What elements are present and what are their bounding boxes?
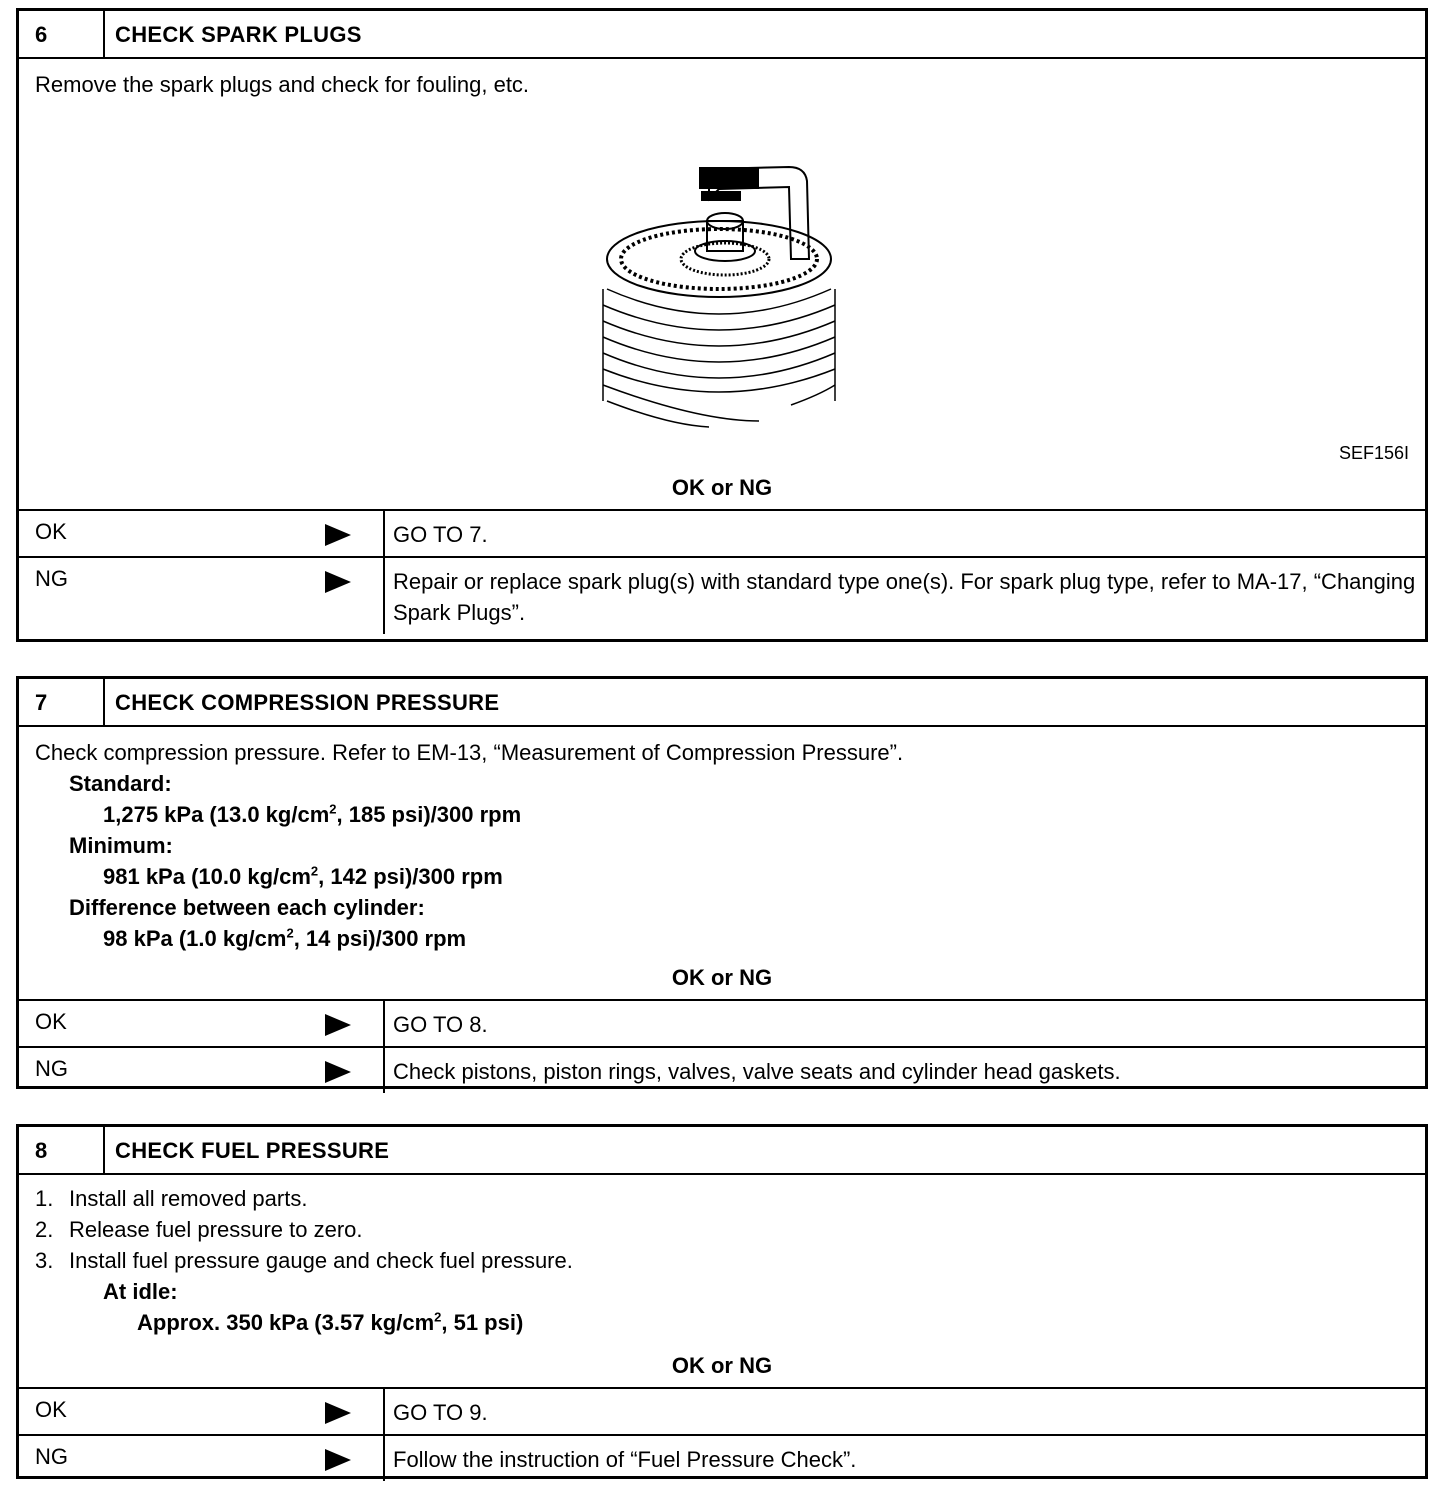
figure-code: SEF156I bbox=[1338, 443, 1409, 463]
arrow-icon bbox=[325, 1449, 351, 1471]
spec-value: 981 kPa (10.0 $kg/cm^2$, 142 psi)/300 rpm bbox=[103, 863, 503, 889]
ok-ng-label: OK or NG bbox=[671, 475, 773, 500]
step-item: 1. Install all removed parts. bbox=[35, 1186, 308, 1211]
arrow-icon bbox=[325, 1061, 351, 1083]
arrow-icon bbox=[325, 524, 351, 546]
step-number: 7 bbox=[19, 679, 105, 725]
spec-label: Minimum: bbox=[69, 833, 173, 858]
result-label: NG bbox=[35, 566, 68, 591]
step-number: 6 bbox=[19, 11, 105, 57]
step-item: 2. Release fuel pressure to zero. bbox=[35, 1217, 363, 1242]
step-number: 8 bbox=[19, 1127, 105, 1173]
result-label: OK bbox=[35, 519, 67, 544]
section-8 bbox=[16, 1124, 1428, 1479]
spark-plug-illustration bbox=[579, 109, 859, 429]
spec-label: Difference between each cylinder: bbox=[69, 895, 425, 920]
instruction-text: Check compression pressure. Refer to EM-13, “Measurement of Compression Pressure”. bbox=[35, 740, 904, 765]
section-header bbox=[19, 11, 1425, 59]
result-row-ok bbox=[19, 999, 1425, 1046]
section-6 bbox=[16, 8, 1428, 642]
result-label: OK bbox=[35, 1009, 67, 1034]
result-action: Follow the instruction of “Fuel Pressure Check”. bbox=[393, 1447, 857, 1472]
result-row-ng bbox=[19, 1046, 1425, 1093]
result-label: NG bbox=[35, 1444, 68, 1469]
section-body bbox=[19, 1175, 1425, 1351]
section-7 bbox=[16, 676, 1428, 1089]
spec-value: 1,275 kPa (13.0 $kg/cm^2$, 185 psi)/300 rpm bbox=[103, 801, 522, 827]
result-action: GO TO 7. bbox=[393, 522, 488, 547]
spec-label: Standard: bbox=[69, 771, 172, 796]
result-label: OK bbox=[35, 1397, 67, 1422]
result-label: NG bbox=[35, 1056, 68, 1081]
result-action: GO TO 8. bbox=[393, 1012, 488, 1037]
step-title: CHECK FUEL PRESSURE bbox=[115, 1138, 390, 1163]
ok-ng-label: OK or NG bbox=[671, 1353, 773, 1378]
spec-value: Approx. 350 kPa (3.57 $kg/cm^2$, 51 psi) bbox=[137, 1309, 524, 1335]
step-item: 3. Install fuel pressure gauge and check fuel pressure. bbox=[35, 1248, 573, 1273]
result-row-ng bbox=[19, 1434, 1425, 1481]
result-row-ok bbox=[19, 509, 1425, 556]
arrow-icon bbox=[325, 1402, 351, 1424]
step-title: CHECK COMPRESSION PRESSURE bbox=[115, 690, 500, 715]
arrow-icon bbox=[325, 1014, 351, 1036]
result-row-ok bbox=[19, 1387, 1425, 1434]
ok-ng-label: OK or NG bbox=[671, 965, 773, 990]
instruction-text: Remove the spark plugs and check for fouling, etc. bbox=[35, 72, 530, 97]
result-row-ng bbox=[19, 556, 1425, 634]
arrow-icon bbox=[325, 571, 351, 593]
result-action: GO TO 9. bbox=[393, 1400, 488, 1425]
result-action: Check pistons, piston rings, valves, valve seats and cylinder head gaskets. bbox=[393, 1059, 1121, 1084]
section-header bbox=[19, 679, 1425, 727]
section-header bbox=[19, 1127, 1425, 1175]
section-body bbox=[19, 59, 1425, 473]
spec-value: 98 kPa (1.0 $kg/cm^2$, 14 psi)/300 rpm bbox=[103, 925, 467, 951]
section-body bbox=[19, 727, 1425, 963]
result-action: Repair or replace spark plug(s) with standard type one(s). For spark plug type, refer to MA-17, “Changing Spark Plugs”. bbox=[393, 569, 1416, 625]
spec-label: At idle: bbox=[103, 1279, 178, 1304]
step-title: CHECK SPARK PLUGS bbox=[115, 22, 362, 47]
